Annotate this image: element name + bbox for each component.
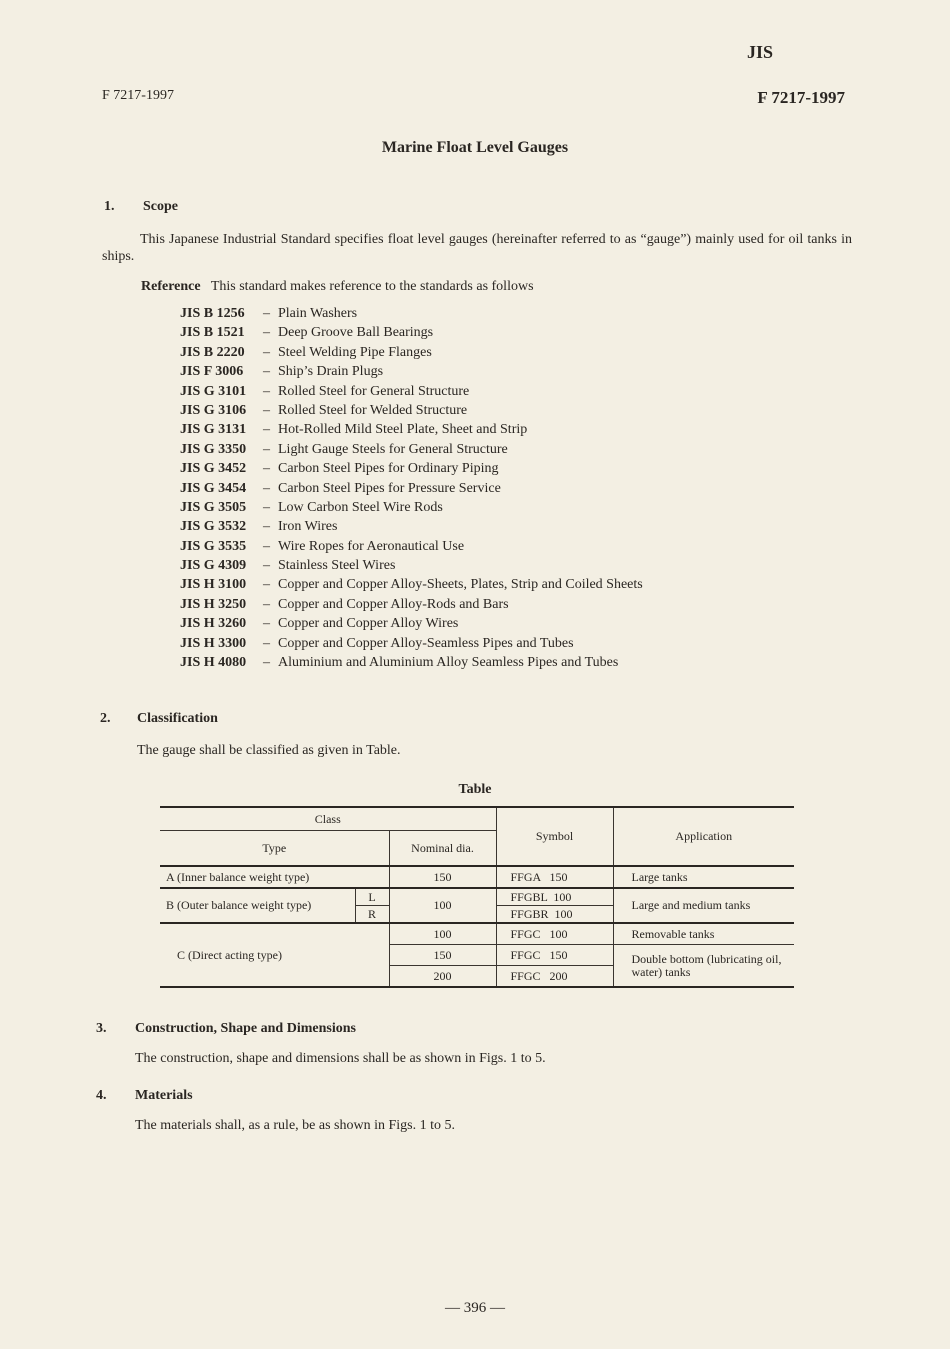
reference-item bbox=[180, 459, 643, 478]
reference-title: Copper and Copper Alloy-Seamless Pipes and Tubes bbox=[278, 635, 574, 651]
row-b-dia: 100 bbox=[389, 888, 496, 923]
section-2-body: The gauge shall be classified as given in Table. bbox=[137, 743, 401, 758]
reference-code: JIS G 3532 bbox=[180, 519, 247, 535]
reference-intro-text: This standard makes reference to the standards as follows bbox=[210, 279, 534, 294]
section-4-body: The materials shall, as a rule, be as shown in Figs. 1 to 5. bbox=[135, 1118, 455, 1133]
reference-dash: – bbox=[263, 655, 270, 671]
section-2-number: 2. bbox=[100, 711, 111, 726]
reference-dash: – bbox=[263, 461, 270, 477]
reference-code: JIS H 3300 bbox=[180, 635, 247, 651]
reference-dash: – bbox=[263, 402, 270, 418]
reference-item bbox=[180, 304, 643, 323]
row-a-type: A (Inner balance weight type) bbox=[160, 866, 389, 888]
row-b-application: Large and medium tanks bbox=[613, 888, 794, 923]
reference-code: JIS G 3535 bbox=[180, 538, 247, 554]
row-c-type: C (Direct acting type) bbox=[160, 923, 389, 987]
reference-code: JIS F 3006 bbox=[180, 364, 244, 380]
section-1-number: 1. bbox=[104, 199, 115, 214]
row-b-symbol-r: FFGBR 100 bbox=[496, 906, 613, 924]
reference-title: Deep Groove Ball Bearings bbox=[278, 325, 434, 341]
reference-title: Aluminium and Aluminium Alloy Seamless Pipes and Tubes bbox=[278, 655, 619, 671]
doc-number-right: F 7217-1997 bbox=[757, 88, 845, 107]
reference-title: Low Carbon Steel Wire Rods bbox=[278, 499, 443, 515]
reference-title: Copper and Copper Alloy-Rods and Bars bbox=[278, 596, 509, 612]
section-3-number: 3. bbox=[96, 1021, 107, 1036]
reference-dash: – bbox=[263, 596, 270, 612]
reference-item bbox=[180, 420, 643, 439]
reference-item bbox=[180, 401, 643, 420]
reference-title: Carbon Steel Pipes for Ordinary Piping bbox=[278, 461, 499, 477]
reference-dash: – bbox=[263, 616, 270, 632]
jis-mark: JIS bbox=[746, 42, 773, 62]
reference-title: Carbon Steel Pipes for Pressure Service bbox=[278, 480, 501, 496]
reference-code: JIS G 3454 bbox=[180, 480, 247, 496]
reference-dash: – bbox=[263, 422, 270, 438]
reference-title: Rolled Steel for Welded Structure bbox=[278, 402, 468, 418]
reference-code: JIS G 3505 bbox=[180, 499, 247, 515]
reference-title: Steel Welding Pipe Flanges bbox=[278, 344, 432, 360]
reference-intro bbox=[141, 278, 534, 295]
reference-title: Wire Ropes for Aeronautical Use bbox=[278, 538, 465, 554]
reference-item bbox=[180, 614, 643, 633]
row-c3-symbol: FFGC 200 bbox=[496, 966, 613, 988]
reference-code: JIS G 3131 bbox=[180, 422, 247, 438]
reference-title: Iron Wires bbox=[278, 519, 338, 535]
row-a-dia: 150 bbox=[389, 866, 496, 888]
reference-item bbox=[180, 556, 643, 575]
reference-title: Ship’s Drain Plugs bbox=[278, 364, 384, 380]
reference-item bbox=[180, 362, 643, 381]
table-caption: Table bbox=[458, 782, 492, 797]
row-c1-application: Removable tanks bbox=[613, 923, 794, 945]
reference-title: Stainless Steel Wires bbox=[278, 558, 396, 574]
row-a-application: Large tanks bbox=[613, 866, 794, 888]
row-b-type: B (Outer balance weight type) bbox=[160, 888, 355, 923]
reference-dash: – bbox=[263, 577, 270, 593]
row-c2-dia: 150 bbox=[389, 945, 496, 966]
reference-item bbox=[180, 479, 643, 498]
row-b-r: R bbox=[355, 906, 389, 924]
row-b-l: L bbox=[355, 888, 389, 906]
reference-item bbox=[180, 634, 643, 653]
reference-code: JIS G 3106 bbox=[180, 402, 247, 418]
row-c1-dia: 100 bbox=[389, 923, 496, 945]
reference-dash: – bbox=[263, 480, 270, 496]
reference-dash: – bbox=[263, 538, 270, 554]
reference-code: JIS B 1521 bbox=[180, 325, 245, 341]
reference-dash: – bbox=[263, 519, 270, 535]
section-1-body: This Japanese Industrial Standard specifies float level gauges (hereinafter referred to as “gauge”) mainly used for oil tanks in ships. bbox=[102, 232, 852, 264]
reference-code: JIS G 3350 bbox=[180, 441, 247, 457]
reference-dash: – bbox=[263, 364, 270, 380]
th-type: Type bbox=[160, 831, 389, 867]
reference-code: JIS G 3101 bbox=[180, 383, 247, 399]
section-4-number: 4. bbox=[96, 1088, 107, 1103]
reference-item bbox=[180, 537, 643, 556]
reference-title: Light Gauge Steels for General Structure bbox=[278, 441, 508, 457]
reference-dash: – bbox=[263, 383, 270, 399]
reference-code: JIS H 4080 bbox=[180, 655, 247, 671]
row-c2-symbol: FFGC 150 bbox=[496, 945, 613, 966]
reference-item bbox=[180, 595, 643, 614]
row-c3-dia: 200 bbox=[389, 966, 496, 988]
reference-title: Copper and Copper Alloy Wires bbox=[278, 616, 459, 632]
th-application: Application bbox=[613, 807, 794, 866]
reference-item bbox=[180, 653, 643, 672]
reference-dash: – bbox=[263, 635, 270, 651]
th-nominal-dia: Nominal dia. bbox=[389, 831, 496, 867]
page-title: Marine Float Level Gauges bbox=[381, 139, 569, 156]
reference-code: JIS H 3250 bbox=[180, 596, 247, 612]
reference-code: JIS H 3100 bbox=[180, 577, 247, 593]
reference-code: JIS G 4309 bbox=[180, 558, 247, 574]
section-1-title: Scope bbox=[143, 199, 178, 214]
reference-dash: – bbox=[263, 558, 270, 574]
reference-title: Copper and Copper Alloy-Sheets, Plates, Strip and Coiled Sheets bbox=[278, 577, 643, 593]
classification-table bbox=[160, 806, 794, 988]
reference-dash: – bbox=[263, 325, 270, 341]
reference-dash: – bbox=[263, 499, 270, 515]
reference-item bbox=[180, 323, 643, 342]
row-c1-symbol: FFGC 100 bbox=[496, 923, 613, 945]
row-b-symbol-l: FFGBL 100 bbox=[496, 888, 613, 906]
reference-code: JIS B 1256 bbox=[180, 306, 245, 321]
reference-title: Rolled Steel for General Structure bbox=[278, 383, 470, 399]
section-3-body: The construction, shape and dimensions shall be as shown in Figs. 1 to 5. bbox=[135, 1051, 546, 1066]
reference-dash: – bbox=[263, 441, 270, 457]
section-3-title: Construction, Shape and Dimensions bbox=[135, 1021, 356, 1036]
th-class: Class bbox=[160, 807, 496, 831]
reference-item bbox=[180, 575, 643, 594]
row-a-symbol: FFGA 150 bbox=[496, 866, 613, 888]
page-number: — 396 — bbox=[445, 1300, 505, 1316]
reference-list bbox=[180, 304, 643, 672]
doc-number-left: F 7217-1997 bbox=[102, 88, 174, 103]
th-symbol: Symbol bbox=[496, 807, 613, 866]
section-4-title: Materials bbox=[135, 1088, 193, 1103]
reference-code: JIS B 2220 bbox=[180, 344, 245, 360]
reference-item bbox=[180, 382, 643, 401]
reference-label: Reference bbox=[141, 279, 201, 294]
reference-title: Hot-Rolled Mild Steel Plate, Sheet and Strip bbox=[278, 422, 528, 438]
reference-dash: – bbox=[263, 306, 270, 321]
reference-item bbox=[180, 343, 643, 362]
row-c23-application: Double bottom (lubricating oil, water) tanks bbox=[613, 945, 794, 988]
reference-dash: – bbox=[263, 344, 270, 360]
reference-code: JIS G 3452 bbox=[180, 461, 247, 477]
reference-item bbox=[180, 440, 643, 459]
reference-code: JIS H 3260 bbox=[180, 616, 247, 632]
reference-title: Plain Washers bbox=[278, 306, 358, 321]
reference-item bbox=[180, 517, 643, 536]
section-2-title: Classification bbox=[137, 711, 218, 726]
reference-item bbox=[180, 498, 643, 517]
